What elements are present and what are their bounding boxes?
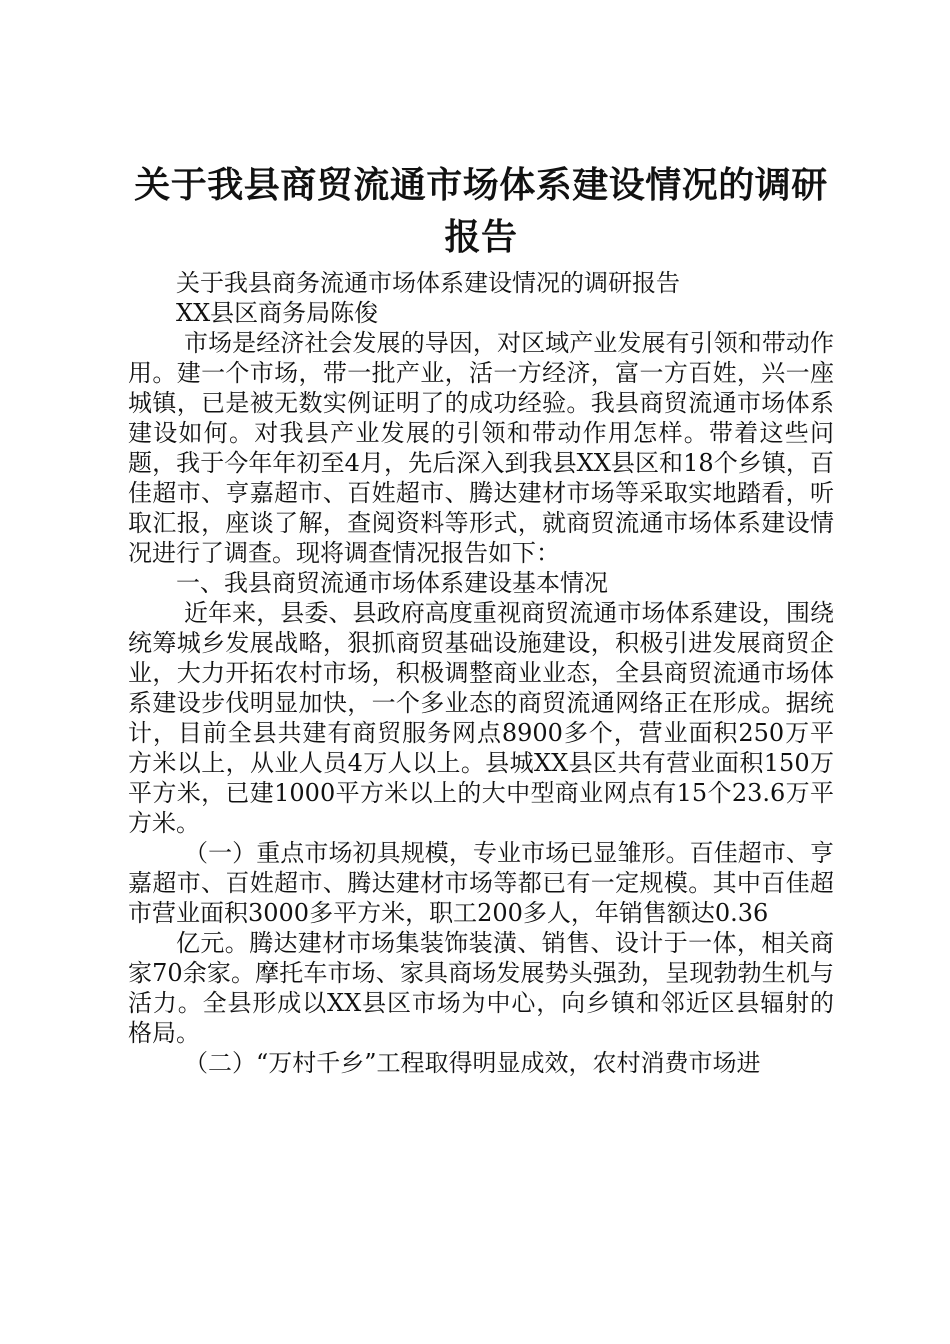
paragraph-rural-market: （二）“万村千乡”工程取得明显成效，农村消费市场进: [184, 1049, 761, 1077]
paragraph-overview: 近年来，县委、县政府高度重视商贸流通市场体系建设，围绕统筹城乡发展战略，狠抓商贸基础设施建设，积极引进发展商贸企业，大力开拓农村市场，积极调整商业业态，全县商贸流通市场体系建设步伐明显加快，一个多业态的商贸流通网络正在形成。据统计，目前全县共建有商贸服务网点8900多个，营业面积250万平方米以上，从业人员4万人以上。县城XX县区共有营业面积150万平方米，已建1000平方米以上的大中型商业网点有15个23.6万平方米。: [128, 599, 834, 837]
document-title: 关于我县商贸流通市场体系建设情况的调研报告: [134, 165, 828, 258]
paragraph-key-markets-continued: 亿元。腾达建材市场集装饰装潢、销售、设计于一体，相关商家70余家。摩托车市场、家具商场发展势头强劲，呈现勃勃生机与活力。全县形成以XX县区市场为中心，向乡镇和邻近区县辐射的格局。: [128, 929, 834, 1047]
document-body: [128, 268, 834, 1078]
paragraph-key-markets: （一）重点市场初具规模，专业市场已显雏形。百佳超市、亨嘉超市、百姓超市、腾达建材市场等都已有一定规模。其中百佳超市营业面积3000多平方米，职工200多人，年销售额达0.36: [128, 839, 834, 927]
paragraph-author: XX县区商务局陈俊: [176, 299, 379, 327]
paragraph-intro: 市场是经济社会发展的导因，对区域产业发展有引领和带动作用。建一个市场，带一批产业，活一方经济，富一方百姓，兴一座城镇，已是被无数实例证明了的成功经验。我县商贸流通市场体系建设如何。对我县产业发展的引领和带动作用怎样。带着这些问题，我于今年年初至4月，先后深入到我县XX县区和18个乡镇，百佳超市、亨嘉超市、百姓超市、腾达建材市场等采取实地踏看，听取汇报，座谈了解，查阅资料等形式，就商贸流通市场体系建设情况进行了调查。现将调查情况报告如下：: [128, 329, 834, 567]
document-page: [128, 160, 834, 1078]
section-heading-1: 一、我县商贸流通市场体系建设基本情况: [176, 569, 608, 597]
paragraph-subtitle: 关于我县商务流通市场体系建设情况的调研报告: [176, 269, 680, 297]
